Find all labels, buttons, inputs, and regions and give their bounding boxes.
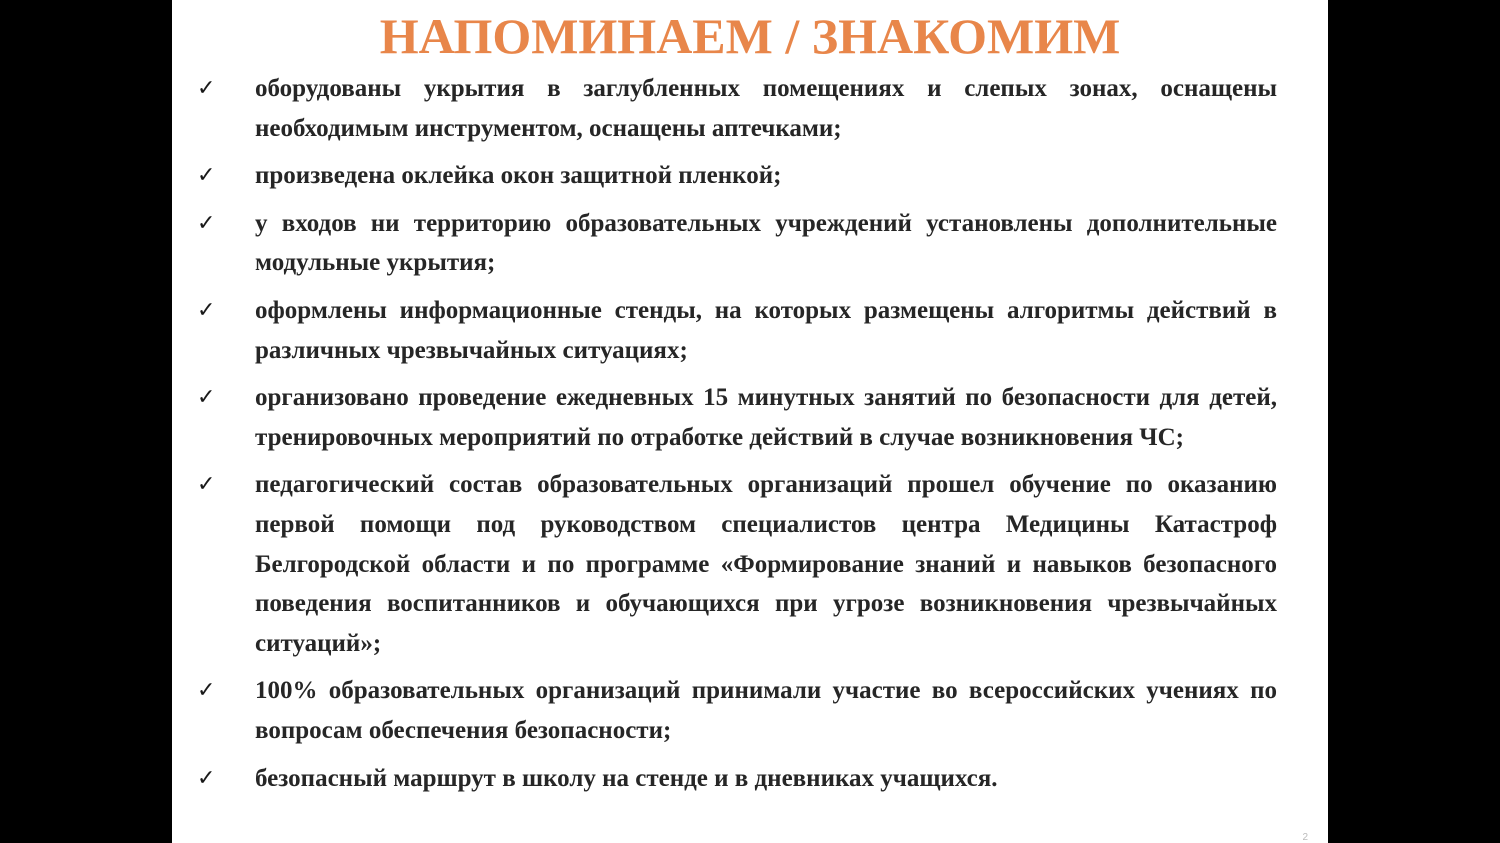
list-item-text: организовано проведение ежедневных 15 минутных занятий по безопасности для детей, тренировочных мероприятий по отработке действий в случае возникновения ЧС; [255, 384, 1277, 451]
list-item [172, 465, 1328, 663]
checkmark-icon: ✓ [197, 297, 216, 323]
checkmark-icon: ✓ [197, 385, 216, 411]
checkmark-icon: ✓ [197, 678, 216, 704]
list-item [172, 671, 1328, 750]
list-item [172, 378, 1328, 457]
list-item-text: педагогический состав образовательных организаций прошел обучение по оказанию первой помощи под руководством специалистов центра Медицины Катастроф Белгородской области и по программе «Формирование знаний и навыков безопасного поведения воспитанников и обучающихся при угрозе возникновения чрезвычайных ситуаций»; [255, 471, 1277, 657]
checkmark-icon: ✓ [197, 765, 216, 791]
list-item-text: оборудованы укрытия в заглубленных помещениях и слепых зонах, оснащены необходимым инструментом, оснащены аптечками; [255, 75, 1277, 142]
list-item [172, 291, 1328, 370]
slide-title: НАПОМИНАЕМ / ЗНАКОМИМ [379, 8, 1121, 64]
checkmark-icon: ✓ [197, 163, 216, 189]
list-item-text: 100% образовательных организаций принимали участие во всероссийских учениях по вопросам обеспечения безопасности; [255, 677, 1277, 744]
list-item [172, 204, 1328, 283]
list-item [172, 69, 1328, 148]
list-item-text: у входов ни территорию образовательных учреждений установлены дополнительные модульные укрытия; [255, 209, 1277, 277]
list-item [172, 759, 1328, 799]
bullet-list [172, 69, 1328, 806]
checkmark-icon: ✓ [197, 76, 216, 101]
list-item-text: произведена оклейка окон защитной пленкой; [255, 162, 782, 190]
checkmark-icon: ✓ [197, 210, 216, 236]
checkmark-icon: ✓ [197, 472, 216, 498]
list-item [172, 156, 1328, 196]
list-item-text: оформлены информационные стенды, на которых размещены алгоритмы действий в различных чрезвычайных ситуациях; [255, 296, 1277, 364]
slide [172, 0, 1328, 843]
page-number: 2 [1302, 832, 1308, 843]
list-item-text: безопасный маршрут в школу на стенде и в дневниках учащихся. [255, 764, 998, 792]
